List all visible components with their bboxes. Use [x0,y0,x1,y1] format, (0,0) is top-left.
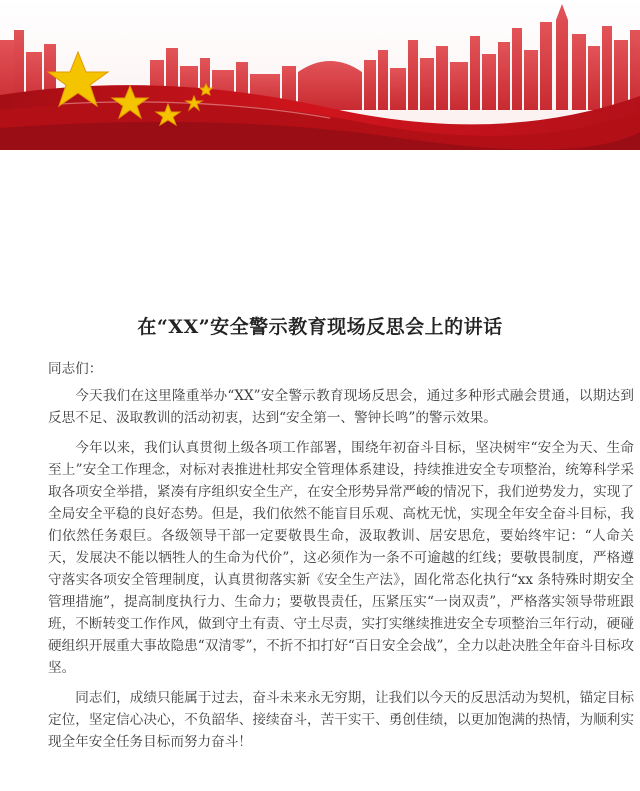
city-skyline-icon [0,0,640,150]
paragraph: 今年以来，我们认真贯彻上级各项工作部署，围绕年初奋斗目标，坚决树牢“安全为天、生命至上”安全工作理念，对标对表推进杜邦安全管理体系建设，持续推进安全专项整治，统筹科学采取各项安全举措，紧凑有序组织安全生产，在安全形势异常严峻的情况下，我们逆势发力，实现了全局安全平稳的良好态势。但是，我们依然不能盲目乐观、高枕无忧，实现全年安全奋斗目标，我们依然任务艰巨。各级领导干部一定要敬畏生命，汲取教训、居安思危，要始终牢记：“人命关天，发展决不能以牺牲人的生命为代价”，这必须作为一条不可逾越的红线；要敬畏制度，严格遵守落实各项安全管理制度，认真贯彻落实新《安全生产法》，固化常态化执行“xx 条特殊时期安全管理措施”，提高制度执行力、生命力；要敬畏责任，压紧压实“一岗双责”，严格落实领导带班跟班，不断转变工作作风，做到守土有责、守土尽责，实打实继续推进安全专项整治三年行动，硬碰硬组织开展重大事故隐患“双清零”，不折不扣打好“百日安全会战”，全力以赴决胜全年奋斗目标攻坚。 [48,440,634,676]
header-banner [0,0,640,150]
salutation: 同志们： [48,361,103,377]
page-title: 在“XX”安全警示教育现场反思会上的讲话 [137,316,503,338]
paragraph: 今天我们在这里隆重举办“XX”安全警示教育现场反思会，通过多种形式融会贯通，以期达到反思不足、汲取教训的活动初衷，达到“安全第一、警钟长鸣”的警示效果。 [48,388,634,426]
document-body [48,358,634,761]
paragraph: 同志们，成绩只能属于过去，奋斗未来永无穷期，让我们以今天的反思活动为契机，锚定目标定位，坚定信心决心，不负韶华、接续奋斗，苦干实干、勇创佳绩，以更加饱满的热情，为顺利实现全年安全任务目标而努力奋斗！ [48,690,634,750]
